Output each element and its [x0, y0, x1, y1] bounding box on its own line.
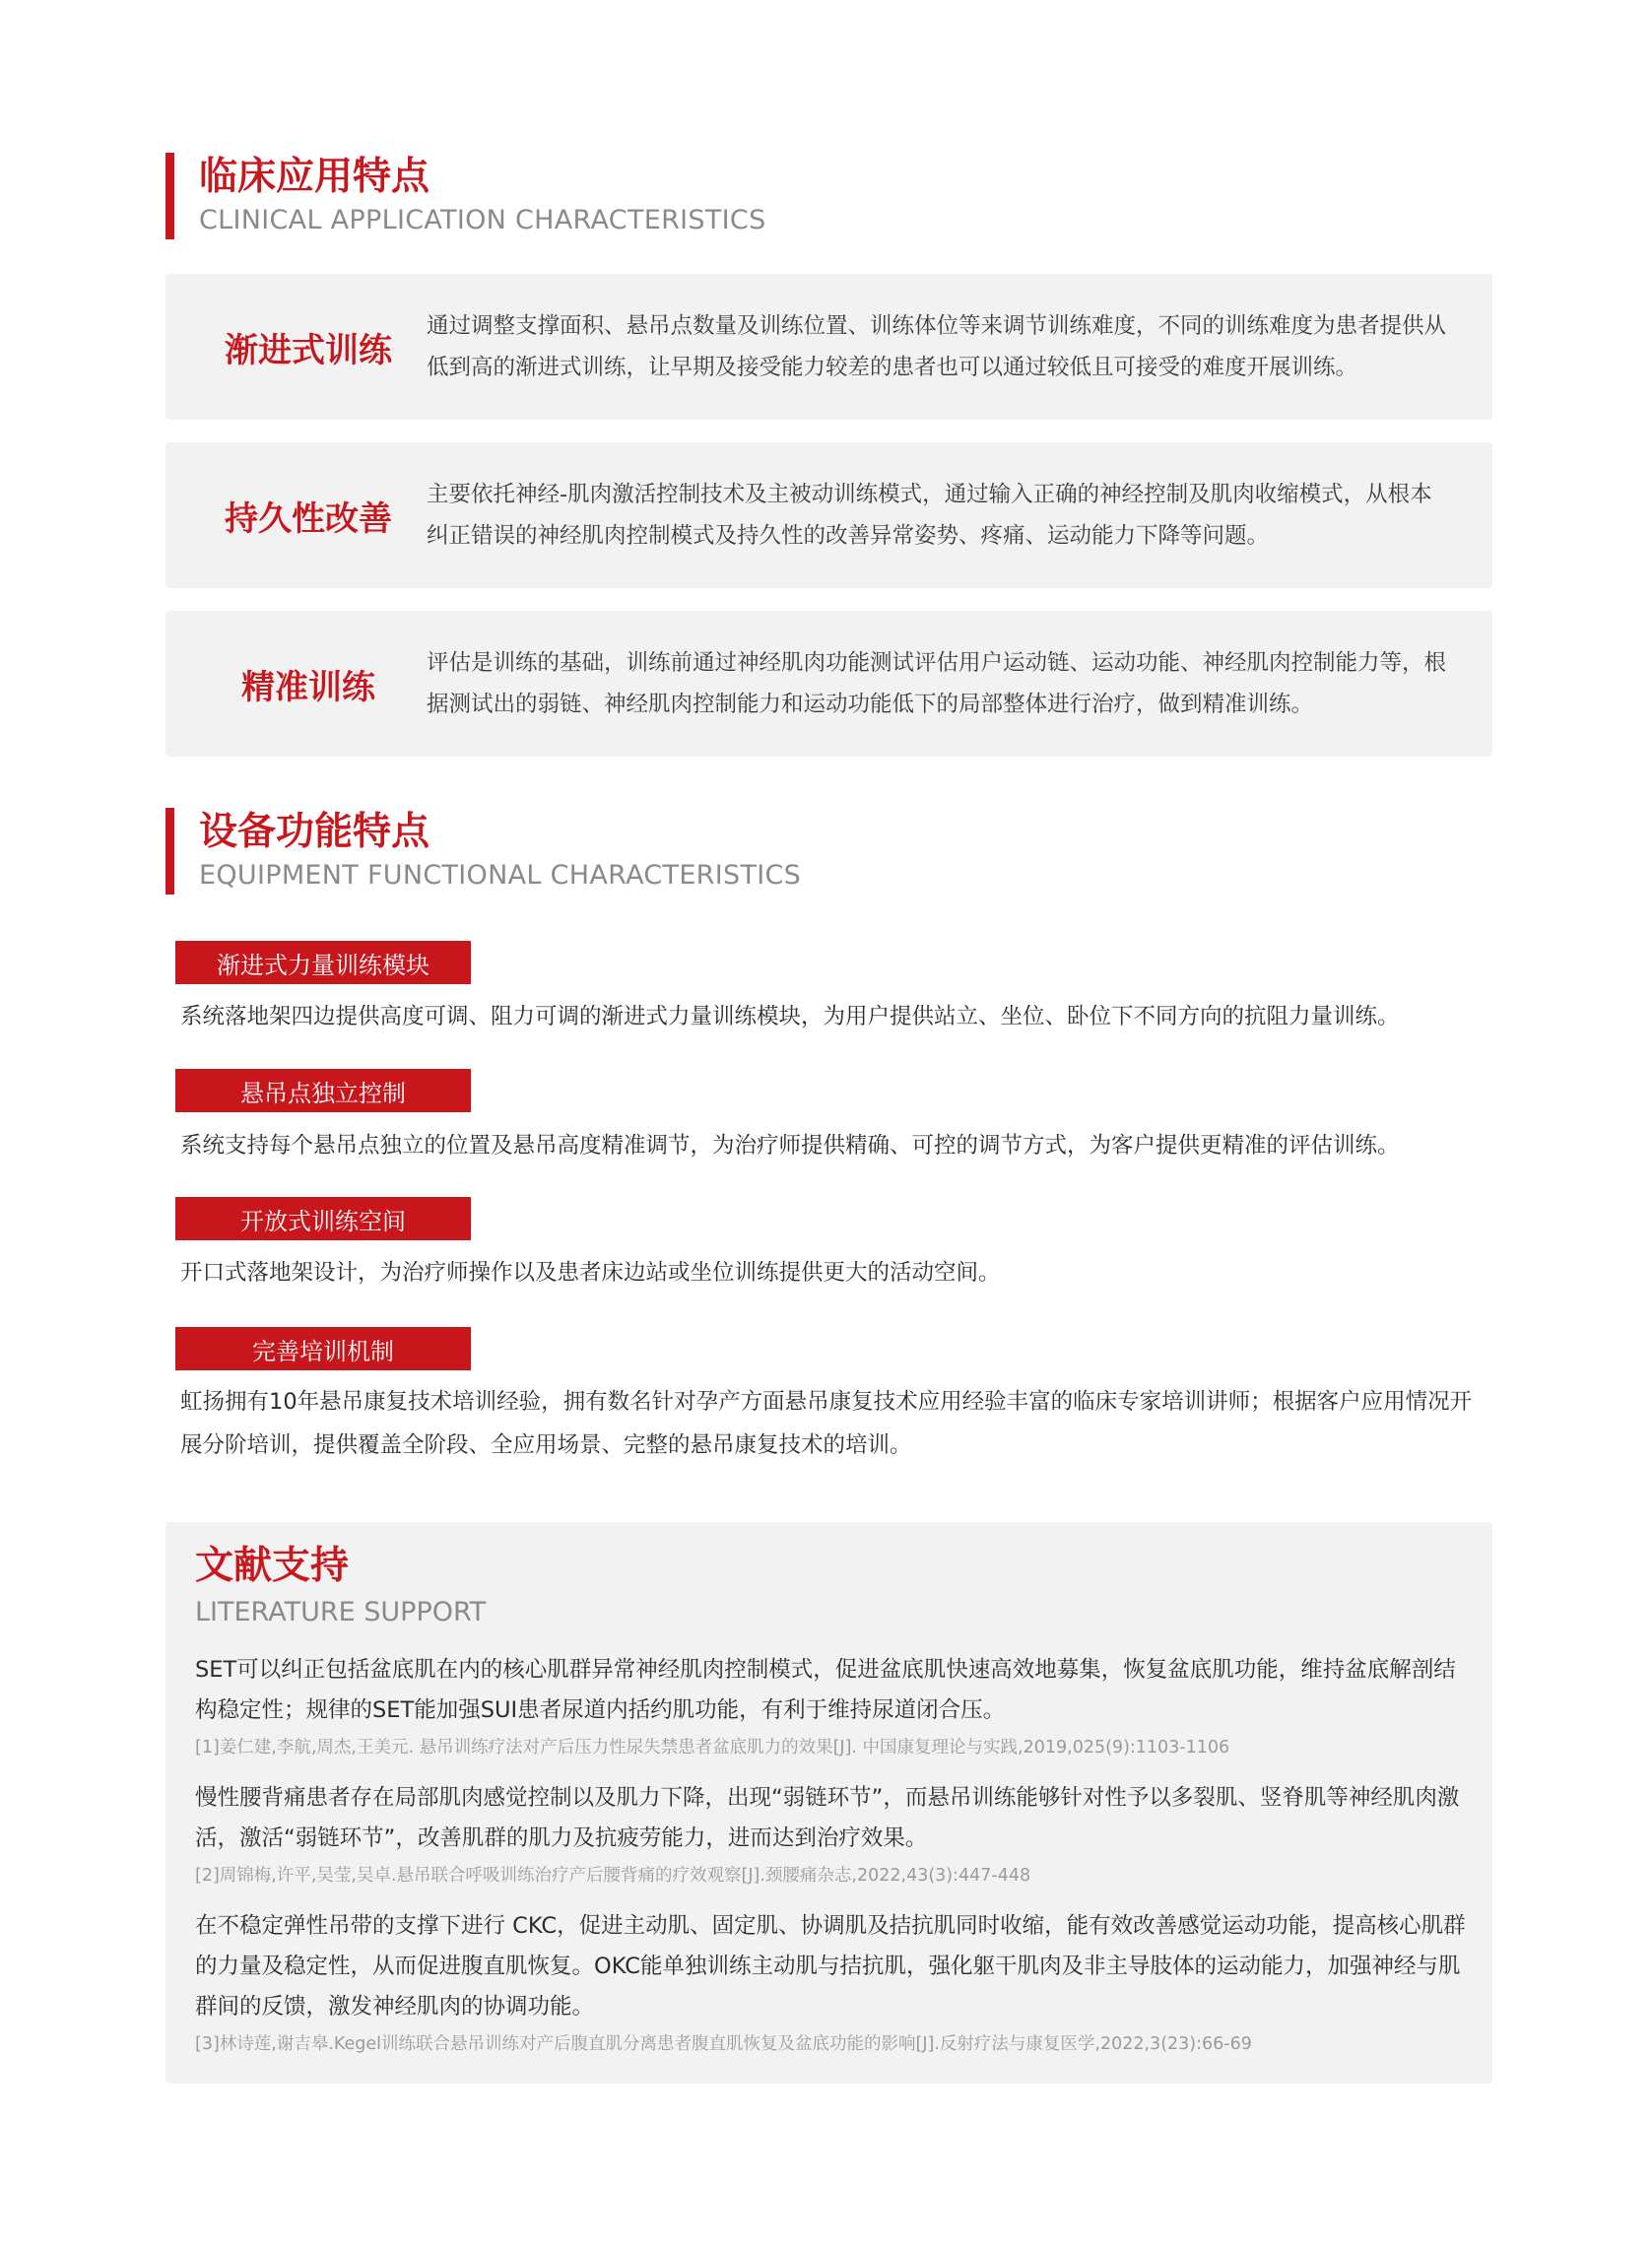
- literature-item: [195, 1906, 1466, 2059]
- literature-panel: [165, 1522, 1492, 2084]
- literature-claim: 慢性腰背痛患者存在局部肌肉感觉控制以及肌力下降，出现“弱链环节”，而悬吊训练能够针对性予以多裂肌、竖脊肌等神经肌肉激活，激活“弱链环节”，改善肌群的肌力及抗疲劳能力，进而达到治疗效果。: [195, 1785, 1460, 1851]
- card-label: 持久性改善: [225, 498, 392, 539]
- literature-subtitle: LITERATURE SUPPORT: [195, 1597, 487, 1627]
- equipment-subtitle: EQUIPMENT FUNCTIONAL CHARACTERISTICS: [199, 860, 802, 891]
- clinical-title: 临床应用特点: [199, 155, 430, 199]
- literature-claim: SET可以纠正包括盆底肌在内的核心肌群异常神经肌肉控制模式，促进盆底肌快速高效地募集，恢复盆底肌功能，维持盆底解剖结构稳定性；规律的SET能加强SUI患者尿道内括约肌功能，有利于维持尿道闭合压。: [195, 1657, 1456, 1723]
- literature-reference: [3]林诗莲,谢吉皋.Kegel训练联合悬吊训练对产后腹直肌分离患者腹直肌恢复及盆底功能的影响[J].反射疗法与康复医学,2022,3(23):66-69: [195, 2034, 1252, 2054]
- card-text: 评估是训练的基础，训练前通过神经肌肉功能测试评估用户运动链、运动功能、神经肌肉控制能力等，根据测试出的弱链、神经肌肉控制能力和运动功能低下的局部整体进行治疗，做到精准训练。: [427, 650, 1447, 717]
- equipment-title: 设备功能特点: [199, 810, 430, 854]
- literature-header: [195, 1540, 486, 1632]
- clinical-card-precise: [165, 611, 1492, 757]
- feature-tag-training-mechanism: 完善培训机制: [175, 1327, 471, 1370]
- literature-claim: 在不稳定弹性吊带的支撑下进行 CKC，促进主动肌、固定肌、协调肌及拮抗肌同时收缩，能有效改善感觉运动功能，提高核心肌群的力量及稳定性，从而促进腹直肌恢复。OKC能单独训练主动肌与拮抗肌，强化躯干肌肉及非主导肢体的运动能力，加强神经与肌群间的反馈，激发神经肌肉的协调功能。: [195, 1913, 1466, 2020]
- clinical-subtitle: CLINICAL APPLICATION CHARACTERISTICS: [199, 205, 766, 235]
- feature-text-open-space: 开口式落地架设计，为治疗师操作以及患者床边站或坐位训练提供更大的活动空间。: [180, 1260, 1001, 1286]
- card-label: 精准训练: [241, 667, 375, 707]
- section-accent-bar: [165, 808, 174, 895]
- literature-reference: [2]周锦梅,许平,吴莹,吴卓.悬吊联合呼吸训练治疗产后腰背痛的疗效观察[J].颈腰痛杂志,2022,43(3):447-448: [195, 1866, 1031, 1886]
- feature-text-training-mechanism: 虹扬拥有10年悬吊康复技术培训经验，拥有数名针对孕产方面悬吊康复技术应用经验丰富的临床专家培训讲师；根据客户应用情况开展分阶培训，提供覆盖全阶段、全应用场景、完整的悬吊康复技术的培训。: [180, 1389, 1473, 1458]
- clinical-section-header: [165, 153, 766, 239]
- card-label: 渐进式训练: [225, 330, 392, 370]
- card-text: 通过调整支撑面积、悬吊点数量及训练位置、训练体位等来调节训练难度，不同的训练难度为患者提供从低到高的渐进式训练，让早期及接受能力较差的患者也可以通过较低且可接受的难度开展训练。: [427, 313, 1447, 380]
- clinical-card-progressive: [165, 274, 1492, 420]
- feature-text-strength-module: 系统落地架四边提供高度可调、阻力可调的渐进式力量训练模块，为用户提供站立、坐位、卧位下不同方向的抗阻力量训练。: [180, 1004, 1400, 1029]
- literature-reference: [1]姜仁建,李航,周杰,王美元. 悬吊训练疗法对产后压力性尿失禁患者盆底肌力的效果[J]. 中国康复理论与实践,2019,025(9):1103-1106: [195, 1738, 1230, 1758]
- card-text: 主要依托神经-肌肉激活控制技术及主被动训练模式，通过输入正确的神经控制及肌肉收缩模式，从根本纠正错误的神经肌肉控制模式及持久性的改善异常姿势、疼痛、运动能力下降等问题。: [427, 482, 1432, 549]
- literature-title: 文献支持: [195, 1544, 350, 1588]
- feature-text-suspension-control: 系统支持每个悬吊点独立的位置及悬吊高度精准调节，为治疗师提供精确、可控的调节方式，为客户提供更精准的评估训练。: [180, 1133, 1400, 1159]
- feature-tag-strength-module: 渐进式力量训练模块: [175, 941, 471, 984]
- equipment-section-header: [165, 808, 801, 895]
- feature-tag-open-space: 开放式训练空间: [175, 1197, 471, 1240]
- literature-item: [195, 1778, 1466, 1890]
- clinical-card-lasting: [165, 442, 1492, 588]
- section-accent-bar: [165, 153, 174, 239]
- feature-tag-suspension-control: 悬吊点独立控制: [175, 1069, 471, 1112]
- literature-item: [195, 1650, 1466, 1762]
